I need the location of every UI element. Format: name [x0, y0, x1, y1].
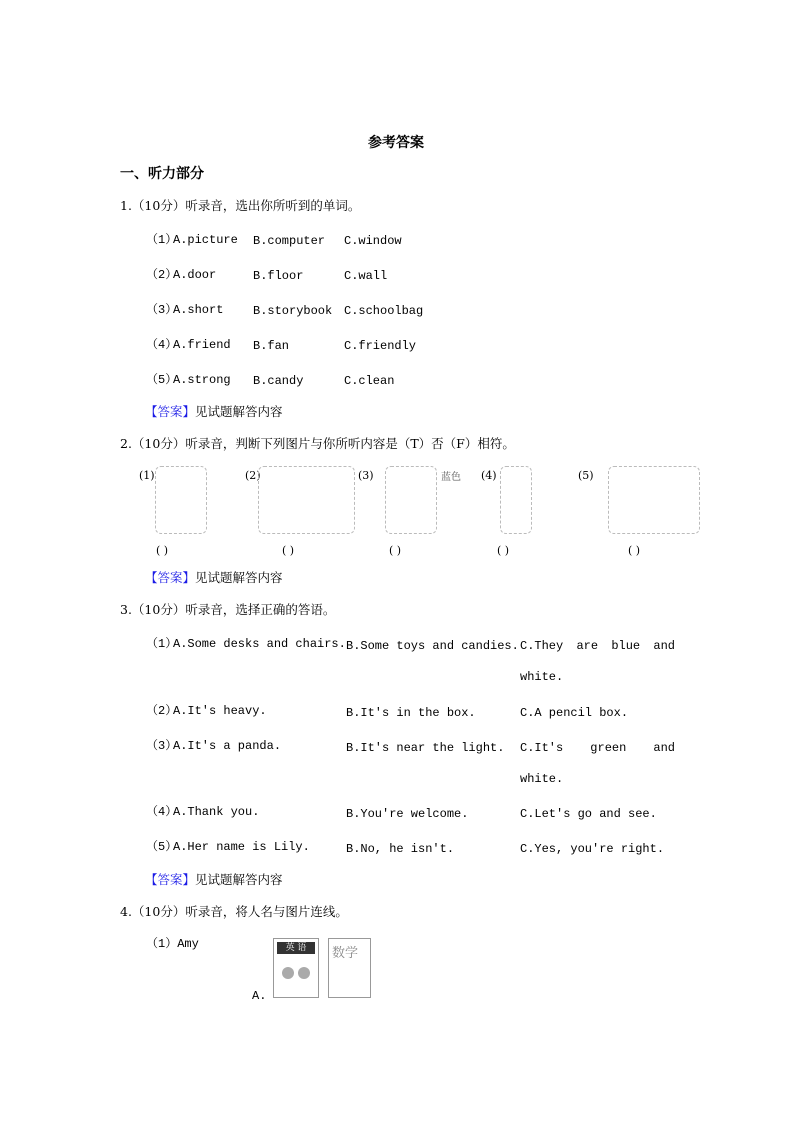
q1-row-number: （4）	[146, 338, 178, 352]
q1-row-number: （3）	[146, 303, 178, 317]
q2-picture-label: (4)	[481, 469, 497, 482]
q3-row-number: （2）	[146, 704, 178, 718]
q4-stem: 4.（10分）听录音，将人名与图片连线。	[120, 904, 348, 919]
q3-option-c-word: C.They	[520, 639, 564, 653]
q2-picture-label: (2)	[245, 469, 261, 482]
q3-option-c	[520, 841, 664, 857]
q3-option-c	[520, 638, 675, 654]
q3-option-c-word: are	[576, 639, 599, 653]
q3-option-c-word: C.A pencil box.	[520, 706, 629, 720]
q3-option-c-word: C.Let's go and see.	[520, 807, 657, 821]
q1-option-a: A.strong	[173, 373, 231, 387]
q1-stem: 1.（10分）听录音，选出你所听到的单词。	[120, 198, 361, 213]
q2-picture-5	[608, 466, 700, 534]
answer-text: 见试题解答内容	[195, 570, 283, 585]
q3-option-a: A.It's a panda.	[173, 739, 282, 753]
q3-option-b: B.It's in the box.	[346, 706, 476, 720]
q2-answer-blank: ( )	[282, 544, 295, 557]
q3-option-b: B.Some toys and candies.	[346, 639, 519, 653]
q1-option-c: C.clean	[344, 374, 395, 388]
q1-option-c: C.window	[344, 234, 402, 248]
q3-answer	[145, 872, 283, 888]
q3-option-c-word: green	[590, 741, 627, 755]
q3-option-c-word: and	[653, 639, 675, 653]
page-title: 参考答案	[368, 135, 424, 151]
q1-row-number: （5）	[146, 373, 178, 387]
q1-option-b: B.storybook	[253, 304, 333, 318]
q2-picture-2	[258, 466, 355, 534]
q3-option-c	[520, 806, 657, 822]
q1-row-number: （2）	[146, 268, 178, 282]
answer-tag: 【答案】	[145, 570, 196, 585]
q1-option-a: A.door	[173, 268, 217, 282]
q4-option-a: A.	[252, 989, 267, 1003]
q2-picture-4	[500, 466, 532, 534]
q2-answer-blank: ( )	[497, 544, 510, 557]
q1-option-c: C.friendly	[344, 339, 417, 353]
q3-option-c-continued: white.	[520, 670, 564, 684]
q3-row-number: （1）	[146, 637, 178, 651]
q1-option-b: B.fan	[253, 339, 290, 353]
q2-picture-label: (5)	[578, 469, 594, 482]
q3-row-number: （3）	[146, 739, 178, 753]
q1-option-b: B.floor	[253, 269, 304, 283]
q3-option-c	[520, 705, 628, 721]
english-book-label: 英 语	[277, 942, 315, 954]
q3-option-a: A.It's heavy.	[173, 704, 267, 718]
q4-item-amy: （1）Amy	[146, 937, 199, 951]
q2-picture-3	[385, 466, 437, 534]
q1-option-b: B.computer	[253, 234, 326, 248]
q1-option-a: A.friend	[173, 338, 231, 352]
q2-picture-label: (1)	[139, 469, 155, 482]
math-book-image	[328, 938, 371, 998]
answer-tag: 【答案】	[145, 404, 196, 419]
q3-option-a: A.Some desks and chairs.	[173, 637, 346, 651]
q3-option-c-word: and	[653, 741, 675, 755]
q2-answer-blank: ( )	[628, 544, 641, 557]
q2-answer-blank: ( )	[156, 544, 169, 557]
q3-option-b: B.No, he isn't.	[346, 842, 455, 856]
answer-text: 见试题解答内容	[195, 872, 283, 887]
section-heading: 一、听力部分	[120, 166, 204, 182]
q1-option-c: C.wall	[344, 269, 388, 283]
answer-text: 见试题解答内容	[195, 404, 283, 419]
math-book-label: 数学	[332, 946, 359, 961]
q3-row-number: （5）	[146, 840, 178, 854]
q3-option-c-continued: white.	[520, 772, 564, 786]
q3-option-c-word: C.Yes, you're right.	[520, 842, 665, 856]
q2-stem: 2.（10分）听录音，判断下列图片与你所听内容是（T）否（F）相符。	[120, 436, 515, 451]
q1-answer	[145, 404, 283, 420]
q1-option-a: A.picture	[173, 233, 238, 247]
q3-option-a: A.Thank you.	[173, 805, 260, 819]
q3-stem: 3.（10分）听录音，选择正确的答语。	[120, 602, 336, 617]
q3-option-b: B.You're welcome.	[346, 807, 469, 821]
q3-option-c	[520, 740, 675, 756]
q2-picture-label: (3)	[358, 469, 374, 482]
q1-option-c: C.schoolbag	[344, 304, 424, 318]
q3-option-c-word: C.It's	[520, 741, 564, 755]
q3-option-c-word: blue	[611, 639, 641, 653]
answer-tag: 【答案】	[145, 872, 196, 887]
q2-answer-blank: ( )	[389, 544, 402, 557]
q1-option-a: A.short	[173, 303, 224, 317]
q2-picture-1	[155, 466, 207, 534]
q2-answer	[145, 570, 283, 586]
q3-option-a: A.Her name is Lily.	[173, 840, 310, 854]
q3-option-b: B.It's near the light.	[346, 741, 505, 755]
english-book-image	[273, 938, 319, 998]
q1-row-number: （1）	[146, 233, 178, 247]
q2-picture3-text: 蓝色	[441, 472, 461, 483]
q3-row-number: （4）	[146, 805, 178, 819]
q1-option-b: B.candy	[253, 374, 304, 388]
